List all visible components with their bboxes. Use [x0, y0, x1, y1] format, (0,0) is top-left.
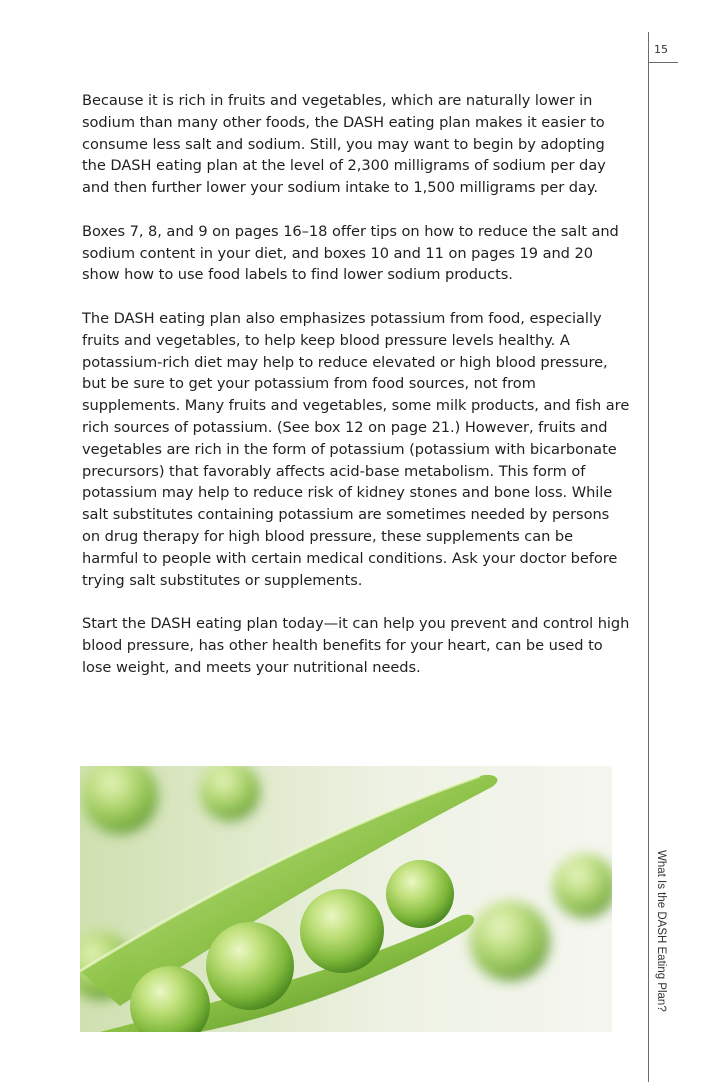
margin-rule-horizontal [648, 62, 678, 63]
paragraph: Because it is rich in fruits and vegetables, which are naturally lower in sodium than many other foods, the DASH eating plan makes it easier to consume less salt and sodium. Still, you may want to begin by adopting the DASH eating plan at the level of 2,300 milligrams of sodium per day and then further lower your sodium intake to 1,500 milligrams per day. [82, 92, 606, 197]
paragraph: Boxes 7, 8, and 9 on pages 16–18 offer tips on how to reduce the salt and sodium content in your diet, and boxes 10 and 11 on pages 19 and 20 show how to use food labels to find lower sodium products. [82, 222, 619, 284]
pea-pod-photo [80, 766, 612, 1032]
margin-rule-vertical [648, 32, 649, 1082]
paragraph: Start the DASH eating plan today—it can help you prevent and control high blood pressure, has other health benefits for your heart, can be used to lose weight, and meets your nutritional needs. [82, 615, 630, 676]
section-title: What Is the DASH Eating Plan? [655, 850, 667, 1012]
body-text [82, 90, 630, 700]
paragraph: The DASH eating plan also emphasizes potassium from food, especially fruits and vegetables, to help keep blood pressure levels healthy. A potassium-rich diet may help to reduce elevated or high blood pressure, but be sure to get your potassium from food sources, not from supplements. Many fruits and vegetables, some milk products, and fish are rich sources of potassium. (See box 12 on page 21.) However, fruits and vegetables are rich in the form of potassium (potassium with bicarbonate precursors) that favorably affects acid-base metabolism. This form of potassium may help to reduce risk of kidney stones and bone loss. While salt substitutes containing potassium are sometimes needed by persons on drug therapy for high blood pressure, these supplements can be harmful to people with certain medical conditions. Ask your doctor before trying salt substitutes or supplements. [82, 309, 630, 589]
page-number: 15 [654, 43, 668, 56]
